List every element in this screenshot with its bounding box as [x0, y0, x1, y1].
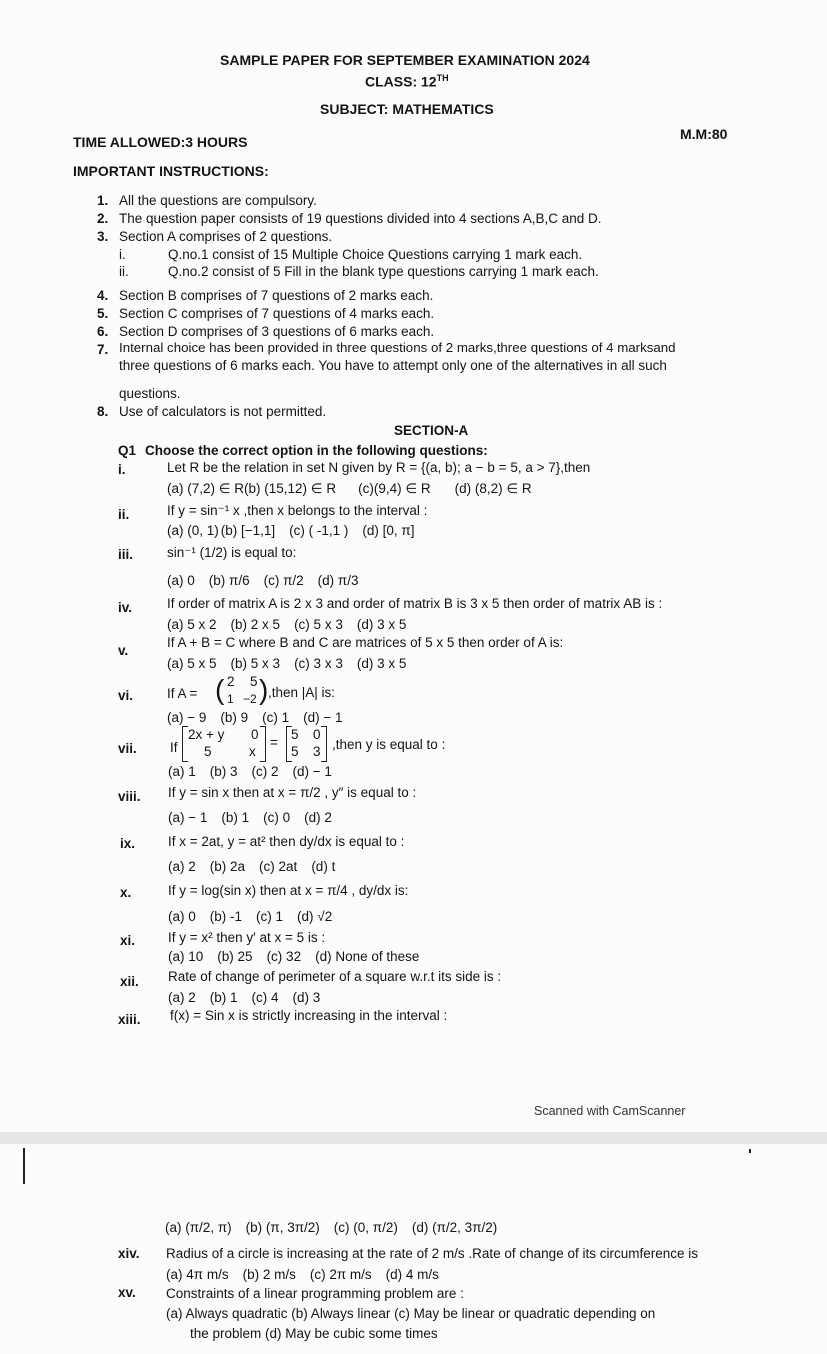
- scanned-page-2: [0, 1144, 827, 1354]
- max-marks: M.M:80: [680, 126, 728, 142]
- instruction-number: 7.: [97, 342, 109, 357]
- sub-instruction-text: Q.no.2 consist of 5 Fill in the blank type questions carrying 1 mark each.: [168, 264, 599, 279]
- option: (c) 1: [262, 710, 290, 725]
- option: (c) 4: [251, 990, 279, 1005]
- option: (b) 1: [221, 810, 250, 825]
- option: (b) (π, 3π/2): [245, 1220, 320, 1235]
- scanner-watermark: Scanned with CamScanner: [534, 1104, 686, 1118]
- instruction-number: 4.: [97, 288, 109, 303]
- q1-label: Q1: [118, 443, 137, 458]
- question-options-line: the problem (d) May be cubic some times: [190, 1326, 438, 1341]
- question-text: If y = sin⁻¹ x ,then x belongs to the interval :: [167, 503, 428, 518]
- instruction-text: All the questions are compulsory.: [119, 193, 317, 208]
- instruction-number: 8.: [97, 404, 109, 419]
- question-text: Radius of a circle is increasing at the rate of 2 m/s .Rate of change of its circumference is: [166, 1246, 698, 1261]
- instruction-number: 1.: [97, 193, 109, 208]
- matrix-cell: 1: [227, 692, 234, 706]
- matrix-cell: 3: [313, 744, 321, 759]
- option: (c) (0, π/2): [333, 1220, 398, 1235]
- question-options: [167, 523, 429, 538]
- option: (b) 25: [217, 949, 253, 964]
- matrix-left: [182, 726, 274, 766]
- question-number: viii.: [118, 789, 141, 804]
- matrix-cell: −2: [243, 692, 257, 706]
- matrix-cell: 0: [313, 727, 321, 742]
- question-number: vi.: [118, 688, 134, 703]
- option: (b) -1: [209, 909, 243, 924]
- matrix-cell: x: [249, 744, 256, 759]
- right-paren: ): [259, 674, 269, 705]
- option: (d) (π/2, 3π/2): [411, 1220, 498, 1235]
- option: (b) 2a: [209, 859, 246, 874]
- matrix-cell: 5: [250, 674, 258, 689]
- option: (d) t: [311, 859, 336, 874]
- question-options-line: (a) Always quadratic (b) Always linear (c) May be linear or quadratic depending on: [166, 1306, 656, 1321]
- option: (b) 3: [209, 764, 238, 779]
- scan-dot: [749, 1149, 751, 1153]
- instruction-text-cont: questions.: [119, 386, 181, 401]
- matrix-cell: 0: [251, 727, 259, 742]
- question-text: If y = log(sin x) then at x = π/4 , dy/dx is:: [168, 883, 409, 898]
- instruction-number: 5.: [97, 306, 109, 321]
- option: (d) √2: [297, 909, 333, 924]
- question-options: [168, 990, 334, 1005]
- question-text-pre: If: [170, 740, 178, 755]
- right-bracket: [260, 726, 266, 762]
- option: (a) − 9: [167, 710, 207, 725]
- option: (a) 2: [168, 859, 196, 874]
- matrix-right: [286, 726, 334, 766]
- subject-label: SUBJECT: MATHEMATICS: [320, 101, 494, 117]
- option: (a) (7,2) ∈ R: [167, 481, 245, 496]
- matrix-cell: 5: [291, 744, 299, 759]
- question-number: vii.: [118, 741, 137, 756]
- option: (a) (0, 1): [167, 523, 219, 538]
- question-options: [167, 573, 373, 588]
- option: (b) (15,12) ∈ R: [244, 481, 337, 496]
- question-number: iv.: [118, 600, 133, 615]
- option: (d) 3 x 5: [356, 656, 407, 671]
- option: (b) π/6: [208, 573, 250, 588]
- option: (b) 9: [220, 710, 249, 725]
- option: (d) [0, π]: [362, 523, 415, 538]
- question-text: If y = sin x then at x = π/2 , y″ is equal to :: [168, 785, 417, 800]
- option: (c) 3 x 3: [294, 656, 343, 671]
- left-paren: (: [215, 674, 225, 705]
- question-options: [168, 859, 349, 874]
- matrix-a: [215, 671, 271, 711]
- option: (a) 10: [168, 949, 204, 964]
- option: (d) 3 x 5: [356, 617, 407, 632]
- option: (d) 3: [292, 990, 321, 1005]
- question-text: If y = x² then y′ at x = 5 is :: [168, 930, 326, 945]
- option: (a) 5 x 2: [167, 617, 217, 632]
- option: (b) 2 x 5: [230, 617, 281, 632]
- question-options: [167, 656, 420, 671]
- option: (c)(9,4) ∈ R: [358, 481, 431, 496]
- right-bracket: [321, 726, 327, 762]
- question-number: iii.: [118, 547, 134, 562]
- question-number: xv.: [118, 1285, 136, 1300]
- question-text-post: ,then y is equal to :: [332, 737, 446, 752]
- question-number: ix.: [120, 836, 136, 851]
- question-number: xiv.: [118, 1246, 140, 1261]
- option: (a) 5 x 5: [167, 656, 217, 671]
- paper-title: SAMPLE PAPER FOR SEPTEMBER EXAMINATION 2024: [220, 52, 590, 68]
- option: (b) 1: [209, 990, 238, 1005]
- question-options: [165, 1220, 511, 1235]
- option: (b) 2 m/s: [242, 1267, 296, 1282]
- question-number: v.: [118, 643, 129, 658]
- question-text: Let R be the relation in set N given by R = {(a, b); a − b = 5, a > 7},then: [167, 460, 591, 475]
- question-text-post: ,then |A| is:: [268, 685, 336, 700]
- section-a-title: SECTION-A: [394, 423, 469, 438]
- option: (d) π/3: [317, 573, 359, 588]
- class-label: CLASS: 12TH: [365, 73, 449, 90]
- question-options: [167, 481, 546, 497]
- instruction-text: Section B comprises of 7 questions of 2 marks each.: [119, 288, 434, 303]
- scan-edge-mark: [23, 1148, 25, 1184]
- option: (d) (8,2) ∈ R: [454, 481, 532, 496]
- q1-heading: Choose the correct option in the following questions:: [145, 443, 488, 458]
- question-number: x.: [120, 885, 132, 900]
- instruction-text: Section D comprises of 3 questions of 6 marks each.: [119, 324, 435, 339]
- instruction-text: Internal choice has been provided in three questions of 2 marks,three questions of 4 marksand: [119, 340, 676, 355]
- option: (a) (π/2, π): [165, 1220, 232, 1235]
- question-text: If x = 2at, y = at² then dy/dx is equal to :: [168, 834, 405, 849]
- matrix-cell: 5: [291, 727, 299, 742]
- question-options: [167, 710, 357, 725]
- option: (d) 2: [304, 810, 332, 825]
- instruction-number: 3.: [97, 229, 109, 244]
- instruction-text: Section C comprises of 7 questions of 4 marks each.: [119, 306, 435, 321]
- option: (d) None of these: [315, 949, 420, 964]
- option: (c) 5 x 3: [294, 617, 343, 632]
- question-text-pre: If A =: [167, 686, 198, 701]
- question-options: [166, 1267, 453, 1282]
- option: (c) 0: [263, 810, 291, 825]
- option: (c) 1: [256, 909, 284, 924]
- question-options: [168, 909, 346, 924]
- question-options: [168, 764, 346, 779]
- question-text: If order of matrix A is 2 x 3 and order of matrix B is 3 x 5 then order of matrix AB is :: [167, 596, 663, 611]
- sub-instruction-number: ii.: [119, 264, 129, 279]
- instruction-number: 2.: [97, 211, 109, 226]
- matrix-cell: 2: [227, 674, 235, 689]
- instruction-text-cont: three questions of 6 marks each. You have to attempt only one of the alternatives in all such: [119, 358, 667, 373]
- option: (c) 2at: [259, 859, 298, 874]
- option: (c) π/2: [263, 573, 304, 588]
- option: (a) − 1: [168, 810, 208, 825]
- option: (a) 2: [168, 990, 196, 1005]
- instruction-number: 6.: [97, 324, 109, 339]
- option: (d) − 1: [292, 764, 332, 779]
- question-text: f(x) = Sin x is strictly increasing in the interval :: [170, 1008, 448, 1023]
- option: (a) 0: [167, 573, 195, 588]
- question-text: If A + B = C where B and C are matrices of 5 x 5 then order of A is:: [167, 635, 564, 650]
- question-number: xi.: [120, 933, 136, 948]
- question-text: Constraints of a linear programming problem are :: [166, 1286, 464, 1301]
- question-options: [168, 949, 433, 964]
- option: (a) 0: [168, 909, 196, 924]
- instructions-heading: IMPORTANT INSTRUCTIONS:: [73, 163, 269, 179]
- matrix-cell: 2x + y: [188, 727, 225, 742]
- question-number: i.: [118, 462, 126, 477]
- time-allowed: TIME ALLOWED:3 HOURS: [73, 134, 248, 150]
- question-options: [168, 810, 346, 825]
- option: (c) 2: [251, 764, 279, 779]
- option: (c) 32: [266, 949, 302, 964]
- matrix-cell: 5: [204, 744, 212, 759]
- option: (a) 1: [168, 764, 196, 779]
- question-number: xii.: [120, 974, 139, 989]
- option: (d) − 1: [303, 710, 343, 725]
- question-number: xiii.: [118, 1012, 141, 1027]
- option: (c) 2π m/s: [309, 1267, 372, 1282]
- instruction-text: The question paper consists of 19 questions divided into 4 sections A,B,C and D.: [119, 211, 602, 226]
- sub-instruction-text: Q.no.1 consist of 15 Multiple Choice Questions carrying 1 mark each.: [168, 247, 583, 262]
- option: (b) 5 x 3: [230, 656, 281, 671]
- question-number: ii.: [118, 507, 130, 522]
- question-text: sin⁻¹ (1/2) is equal to:: [167, 545, 297, 560]
- question-text: Rate of change of perimeter of a square w.r.t its side is :: [168, 969, 502, 984]
- sub-instruction-number: i.: [119, 247, 126, 262]
- option: (b) [−1,1]: [220, 523, 276, 538]
- equals-sign: =: [270, 735, 278, 750]
- option: (a) 4π m/s: [166, 1267, 229, 1282]
- instruction-text: Section A comprises of 2 questions.: [119, 229, 333, 244]
- option: (c) ( -1,1 ): [289, 523, 349, 538]
- option: (d) 4 m/s: [385, 1267, 439, 1282]
- question-options: [167, 617, 420, 632]
- instruction-text: Use of calculators is not permitted.: [119, 404, 327, 419]
